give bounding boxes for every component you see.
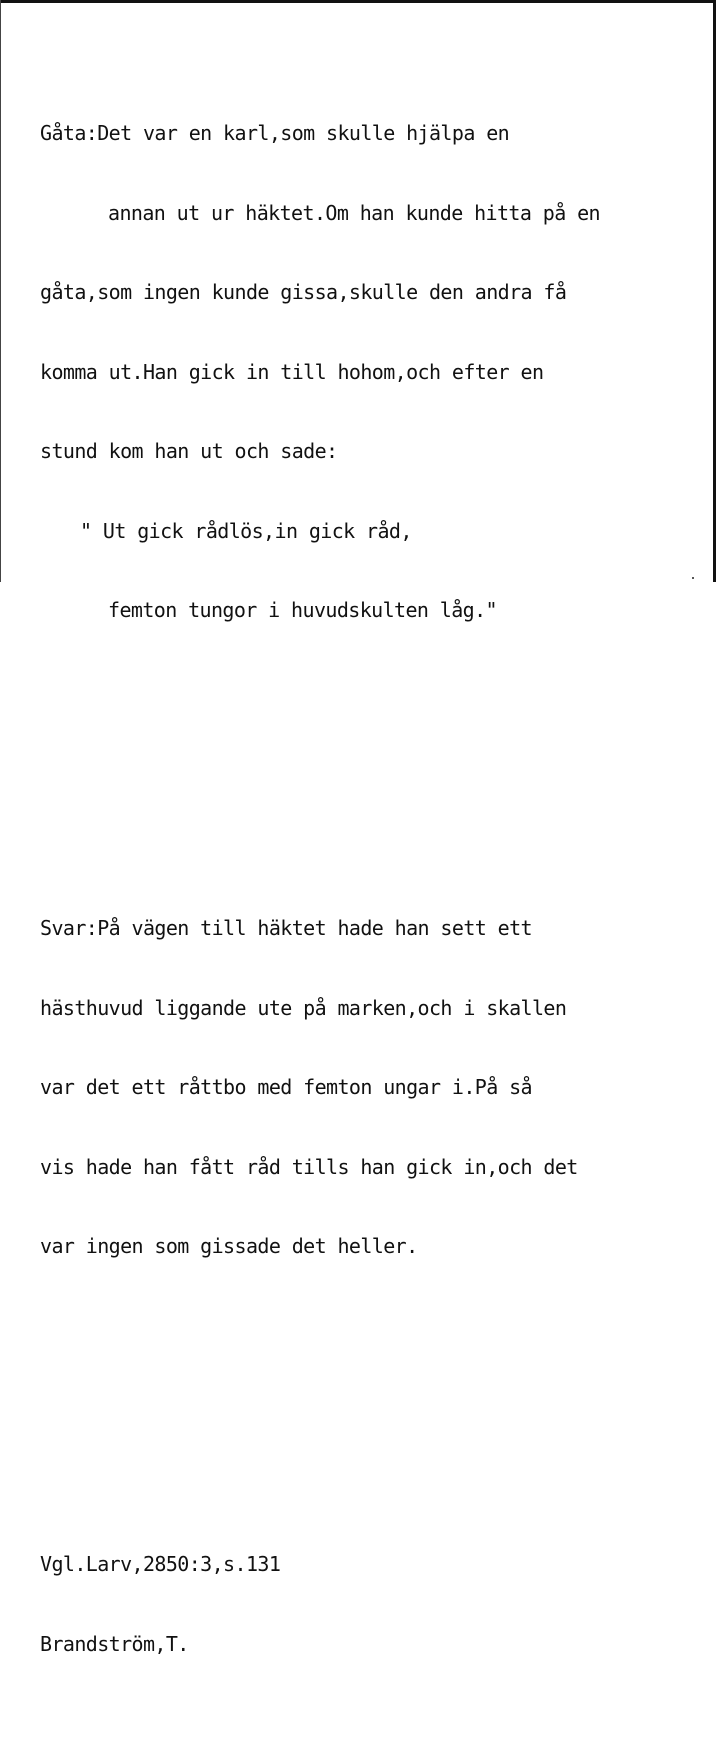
riddle-line: gåta,som ingen kunde gissa,skulle den andra få [40,280,567,304]
section-gap [40,1392,600,1419]
riddle-line: komma ut.Han gick in till hohom,och efter en [40,359,544,384]
ink-speck [692,577,694,579]
collector-name: Brandström,T. [40,1631,189,1656]
answer-line: vis hade han fått råd tills han gick in,och det [40,1154,578,1179]
riddle-line: Gåta:Det var en karl,som skulle hjälpa en [40,121,510,145]
answer-line: Svar:På vägen till häktet hade han sett ett [40,916,532,940]
riddle-line: stund kom han ut och sade: [40,439,338,463]
riddle-verse-line: femton tungor i huvudskulten låg." [108,598,497,622]
answer-line: var det ett råttbo med femton ungar i.På så [40,1075,532,1099]
answer-line: hästhuvud liggande ute på marken,och i skallen [40,995,567,1020]
riddle-section [40,67,600,677]
section-gap [40,756,600,783]
answer-line: var ingen som gissade det heller. [40,1234,418,1258]
reference-line: Vgl.Larv,2850:3,s.131 [40,1552,281,1576]
reference-section [40,1498,600,1710]
riddle-verse-line: " Ut gick rådlös,in gick råd, [80,518,412,543]
card-text [40,14,600,1763]
answer-section [40,862,600,1313]
riddle-line: annan ut ur häktet.Om han kunde hitta på en [108,200,600,225]
card-left-edge [0,0,1,582]
